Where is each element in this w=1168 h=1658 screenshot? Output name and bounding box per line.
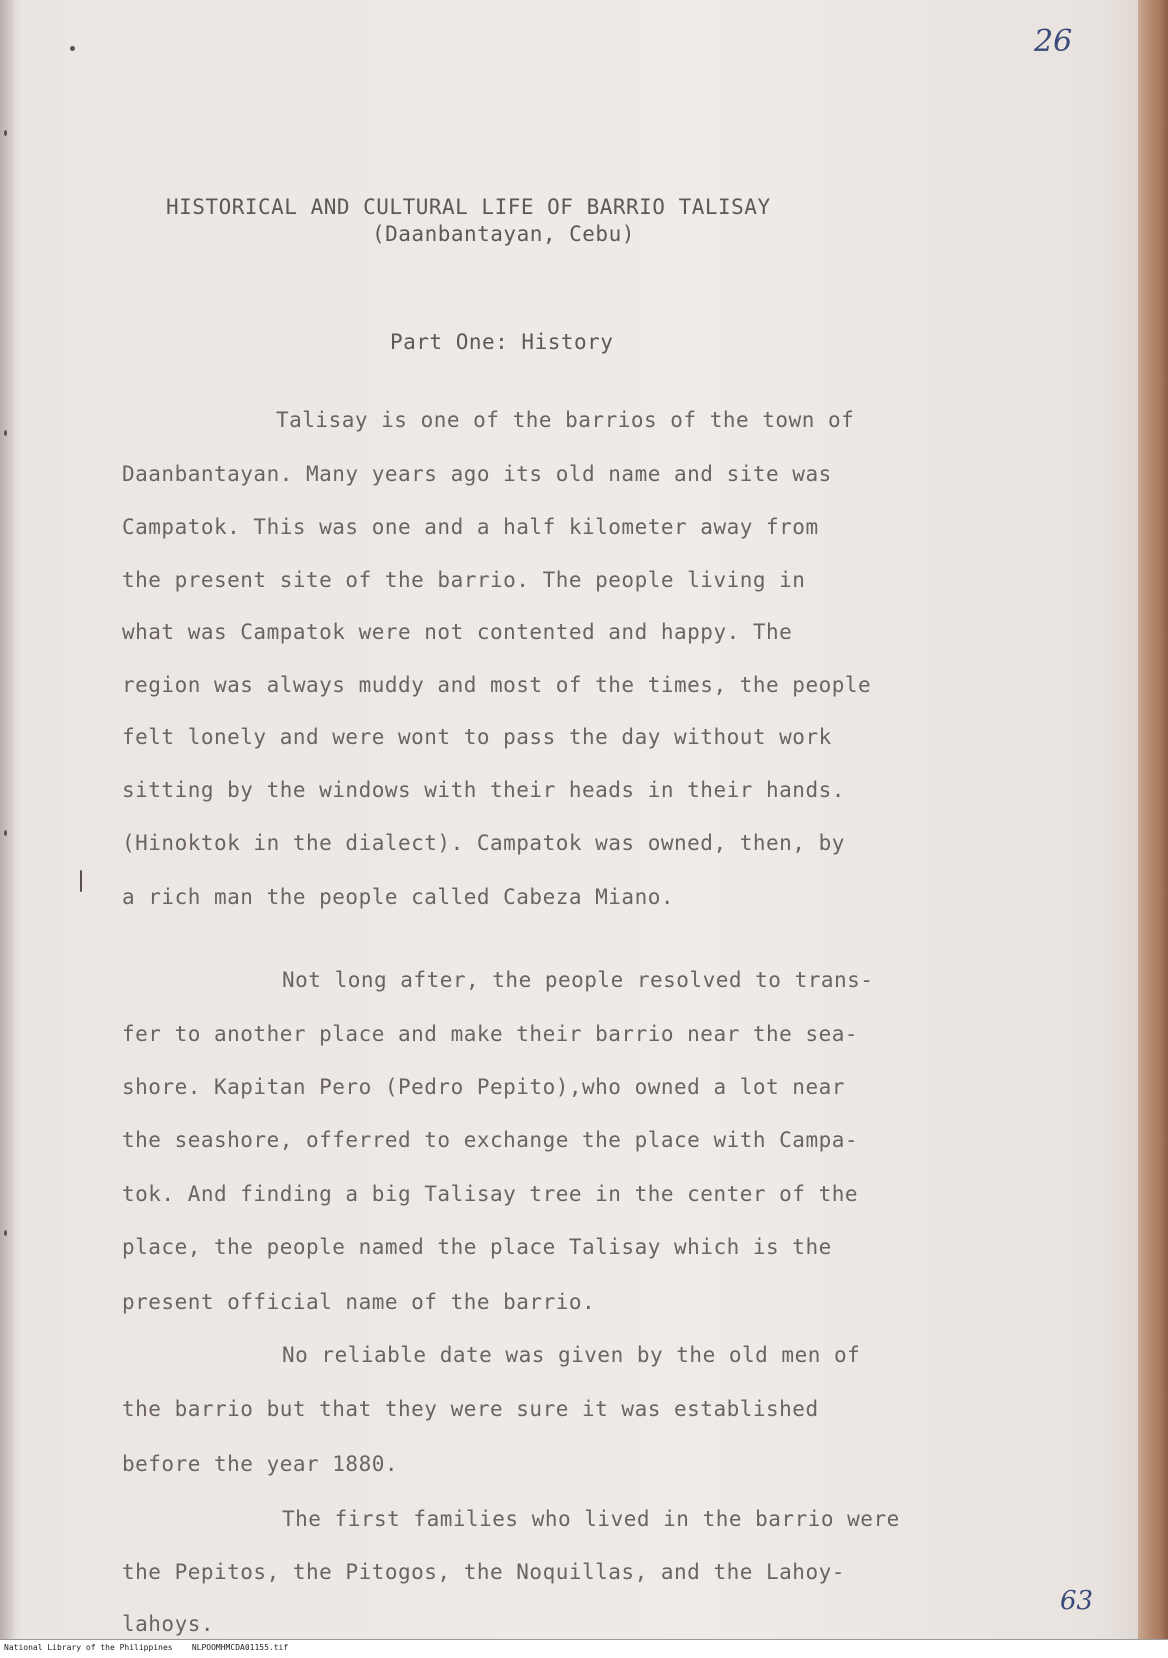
document-title: HISTORICAL AND CULTURAL LIFE OF BARRIO TALISAY xyxy=(166,195,771,219)
body-line: Not long after, the people resolved to trans- xyxy=(282,968,874,992)
footer-caption: National Library of the Philippines NLPOOMHMCDA01155.tif xyxy=(4,1643,289,1652)
body-line: tok. And finding a big Talisay tree in the center of the xyxy=(122,1182,859,1206)
body-line: sitting by the windows with their heads in their hands. xyxy=(122,778,845,802)
ink-speck xyxy=(4,430,7,436)
page-number-top: 26 xyxy=(1034,24,1073,59)
body-line: place, the people named the place Talisay which is the xyxy=(122,1235,832,1259)
body-line: fer to another place and make their barrio near the sea- xyxy=(122,1022,859,1046)
ink-speck xyxy=(4,830,7,836)
body-line: the Pepitos, the Pitogos, the Noquillas, and the Lahoy- xyxy=(122,1560,845,1584)
body-line: Daanbantayan. Many years ago its old name and site was xyxy=(122,462,832,486)
page-number-bottom: 63 xyxy=(1060,1586,1094,1616)
ink-speck xyxy=(4,1230,7,1236)
body-line: the barrio but that they were sure it was established xyxy=(122,1397,819,1421)
ink-speck xyxy=(4,130,7,136)
body-line: Campatok. This was one and a half kilometer away from xyxy=(122,515,819,539)
body-line: felt lonely and were wont to pass the day without work xyxy=(122,725,832,749)
page-edge xyxy=(1138,0,1168,1640)
body-line: region was always muddy and most of the times, the people xyxy=(122,673,872,697)
body-line: the present site of the barrio. The people living in xyxy=(122,568,806,592)
body-line: lahoys. xyxy=(122,1612,215,1636)
document-subtitle: (Daanbantayan, Cebu) xyxy=(372,222,635,246)
body-line: (Hinoktok in the dialect). Campatok was owned, then, by xyxy=(122,831,845,855)
binding-edge xyxy=(0,0,14,1640)
ink-speck xyxy=(70,46,75,51)
body-line: what was Campatok were not contented and happy. The xyxy=(122,620,793,644)
footer-bar xyxy=(0,1639,1168,1658)
body-line: Talisay is one of the barrios of the town of xyxy=(276,408,855,432)
section-heading: Part One: History xyxy=(390,330,614,354)
body-line: the seashore, offerred to exchange the place with Campa- xyxy=(122,1128,859,1152)
ink-speck xyxy=(80,870,82,892)
body-line: present official name of the barrio. xyxy=(122,1290,596,1314)
body-line: before the year 1880. xyxy=(122,1452,399,1476)
body-line: The first families who lived in the barrio were xyxy=(282,1507,900,1531)
body-line: No reliable date was given by the old men of xyxy=(282,1343,861,1367)
body-line: shore. Kapitan Pero (Pedro Pepito),who owned a lot near xyxy=(122,1075,845,1099)
body-line: a rich man the people called Cabeza Miano. xyxy=(122,885,675,909)
